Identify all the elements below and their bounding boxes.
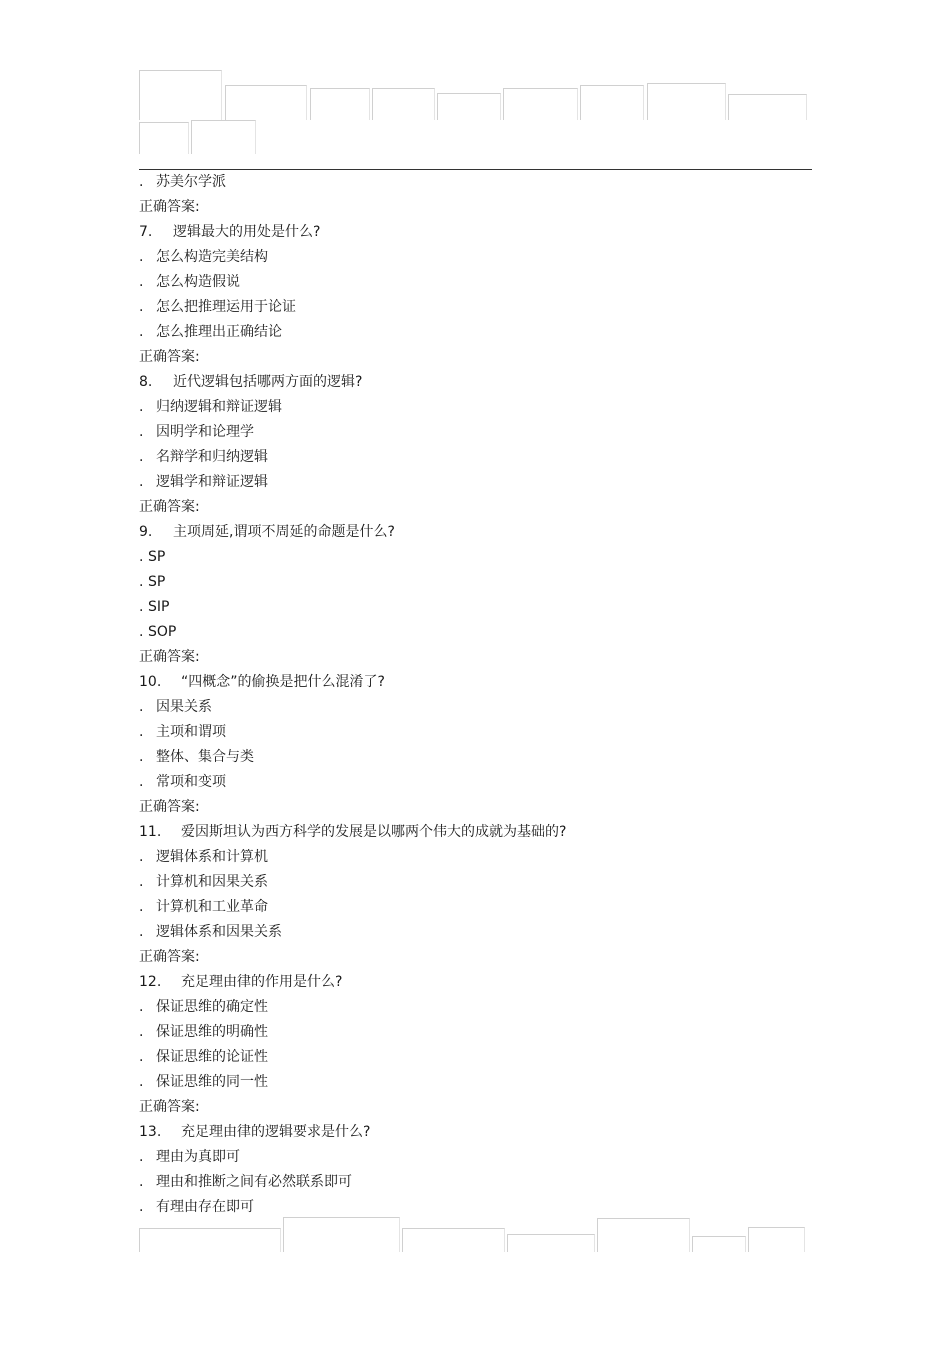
option-line <box>139 245 819 270</box>
option-text: 理由和推断之间有必然联系即可 <box>156 1174 352 1190</box>
question-number: 7. <box>139 224 153 240</box>
option-text: SIP <box>148 599 170 615</box>
option-line <box>139 995 819 1020</box>
option-text: 怎么构造完美结构 <box>156 249 268 265</box>
option-line <box>139 320 819 345</box>
option-text: 保证思维的明确性 <box>156 1024 268 1040</box>
header-box <box>139 70 222 120</box>
option-bullet: . <box>139 274 144 290</box>
question-line <box>139 220 819 245</box>
answer-label: 正确答案: <box>139 649 200 665</box>
question-number: 8. <box>139 374 153 390</box>
footer-box <box>692 1236 746 1252</box>
option-line <box>139 870 819 895</box>
question-text: “四概念”的偷换是把什么混淆了? <box>181 674 385 690</box>
header-box <box>647 83 726 120</box>
option-bullet: . <box>139 874 144 890</box>
header-box <box>437 93 501 120</box>
answer-label: 正确答案: <box>139 949 200 965</box>
option-line <box>139 745 819 770</box>
option-line <box>139 1045 819 1070</box>
question-line <box>139 670 819 695</box>
footer-box <box>139 1228 281 1252</box>
option-text: 怎么构造假说 <box>156 274 240 290</box>
option-bullet: . <box>139 299 144 315</box>
option-bullet: . <box>139 1049 144 1065</box>
option-bullet: . <box>139 424 144 440</box>
option-line <box>139 1195 819 1220</box>
answer-label: 正确答案: <box>139 1099 200 1115</box>
question-line <box>139 820 819 845</box>
option-line <box>139 395 819 420</box>
header-box <box>139 122 189 154</box>
question-text: 逻辑最大的用处是什么? <box>173 224 321 240</box>
header-box <box>310 88 370 120</box>
option-line <box>139 445 819 470</box>
option-bullet: . <box>139 699 144 715</box>
footer-box <box>283 1217 400 1252</box>
option-text: 归纳逻辑和辩证逻辑 <box>156 399 282 415</box>
option-bullet: . <box>139 574 144 590</box>
answer-label: 正确答案: <box>139 499 200 515</box>
question-text: 充足理由律的作用是什么? <box>181 974 343 990</box>
option-bullet: . <box>139 1074 144 1090</box>
option-line <box>139 1170 819 1195</box>
header-box <box>728 94 807 120</box>
option-line <box>139 545 819 570</box>
option-text: SP <box>148 549 166 565</box>
option-bullet: . <box>139 774 144 790</box>
option-text: 常项和变项 <box>156 774 226 790</box>
option-text: 计算机和工业革命 <box>156 899 268 915</box>
option-text: 理由为真即可 <box>156 1149 240 1165</box>
question-text: 主项周延,谓项不周延的命题是什么? <box>173 524 395 540</box>
header-box <box>225 85 307 120</box>
question-line <box>139 370 819 395</box>
option-line <box>139 1070 819 1095</box>
option-text: 主项和谓项 <box>156 724 226 740</box>
option-bullet: . <box>139 724 144 740</box>
option-bullet: . <box>139 1199 144 1215</box>
option-line <box>139 845 819 870</box>
option-line <box>139 270 819 295</box>
document-body <box>139 170 819 1220</box>
option-line <box>139 720 819 745</box>
option-bullet: . <box>139 449 144 465</box>
option-text: 逻辑体系和因果关系 <box>156 924 282 940</box>
option-bullet: . <box>139 249 144 265</box>
answer-label: 正确答案: <box>139 799 200 815</box>
header-box <box>580 85 644 120</box>
question-number: 11. <box>139 824 162 840</box>
option-line <box>139 895 819 920</box>
footer-box <box>507 1234 595 1252</box>
option-text: 逻辑体系和计算机 <box>156 849 268 865</box>
option-line <box>139 1020 819 1045</box>
option-bullet: . <box>139 174 144 190</box>
footer-box <box>748 1227 805 1252</box>
option-bullet: . <box>139 899 144 915</box>
answer-label: 正确答案: <box>139 199 200 215</box>
question-number: 12. <box>139 974 162 990</box>
option-bullet: . <box>139 1174 144 1190</box>
option-bullet: . <box>139 599 144 615</box>
answer-label: 正确答案: <box>139 349 200 365</box>
question-line <box>139 1120 819 1145</box>
option-line <box>139 420 819 445</box>
footer-box <box>597 1218 690 1252</box>
option-bullet: . <box>139 749 144 765</box>
question-number: 13. <box>139 1124 162 1140</box>
header-box <box>503 88 578 120</box>
option-text: SP <box>148 574 166 590</box>
option-text: 保证思维的论证性 <box>156 1049 268 1065</box>
option-text: 名辩学和归纳逻辑 <box>156 449 268 465</box>
option-text: 整体、集合与类 <box>156 749 254 765</box>
option-bullet: . <box>139 474 144 490</box>
option-line <box>139 570 819 595</box>
option-text: 逻辑学和辩证逻辑 <box>156 474 268 490</box>
question-text: 充足理由律的逻辑要求是什么? <box>181 1124 371 1140</box>
option-bullet: . <box>139 549 144 565</box>
option-bullet: . <box>139 399 144 415</box>
header-box <box>191 120 256 154</box>
question-line <box>139 970 819 995</box>
question-number: 9. <box>139 524 153 540</box>
option-line <box>139 295 819 320</box>
question-text: 爱因斯坦认为西方科学的发展是以哪两个伟大的成就为基础的? <box>181 824 567 840</box>
option-text: 因明学和论理学 <box>156 424 254 440</box>
option-line <box>139 695 819 720</box>
option-text: 保证思维的确定性 <box>156 999 268 1015</box>
option-line <box>139 620 819 645</box>
option-text: 苏美尔学派 <box>156 174 226 190</box>
option-text: 怎么把推理运用于论证 <box>156 299 296 315</box>
option-bullet: . <box>139 999 144 1015</box>
option-line <box>139 470 819 495</box>
option-text: 怎么推理出正确结论 <box>156 324 282 340</box>
header-box <box>372 88 435 120</box>
option-line <box>139 595 819 620</box>
option-line <box>139 1145 819 1170</box>
option-bullet: . <box>139 924 144 940</box>
option-bullet: . <box>139 1024 144 1040</box>
option-text: 计算机和因果关系 <box>156 874 268 890</box>
option-text: 保证思维的同一性 <box>156 1074 268 1090</box>
option-line <box>139 920 819 945</box>
option-bullet: . <box>139 1149 144 1165</box>
question-text: 近代逻辑包括哪两方面的逻辑? <box>173 374 363 390</box>
option-bullet: . <box>139 324 144 340</box>
option-text: 因果关系 <box>156 699 212 715</box>
option-bullet: . <box>139 849 144 865</box>
option-line <box>139 170 819 195</box>
question-line <box>139 520 819 545</box>
option-text: 有理由存在即可 <box>156 1199 254 1215</box>
question-number: 10. <box>139 674 162 690</box>
option-bullet: . <box>139 624 144 640</box>
footer-box <box>402 1228 505 1252</box>
option-text: SOP <box>148 624 177 640</box>
option-line <box>139 770 819 795</box>
